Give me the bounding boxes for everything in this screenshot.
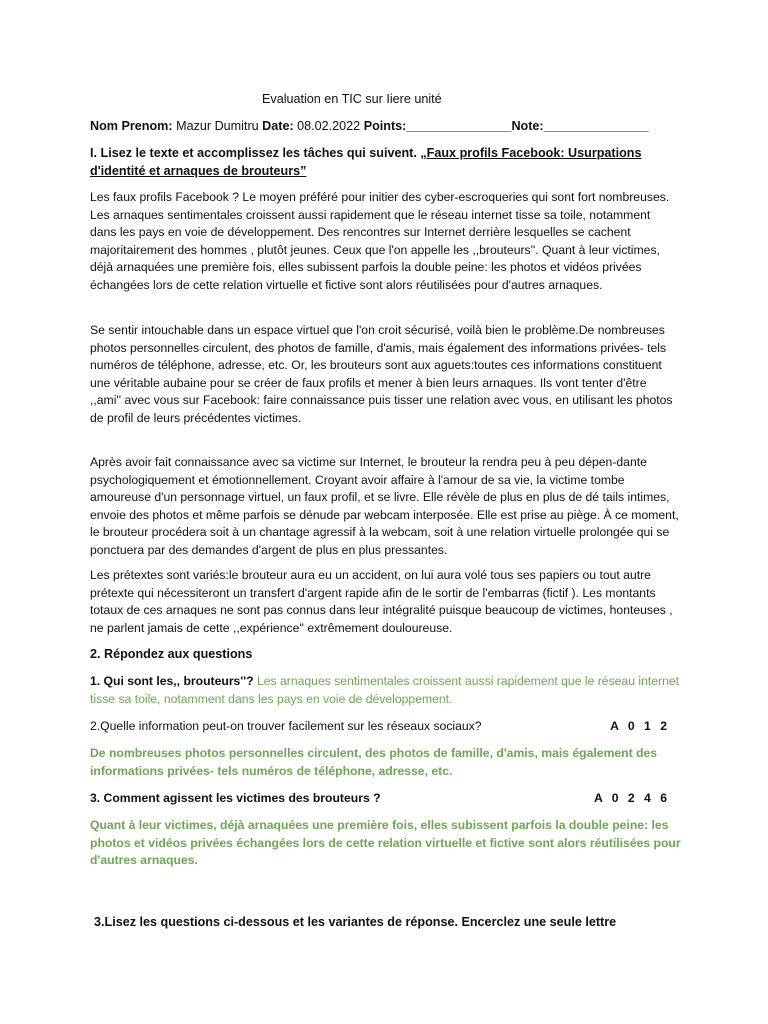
section-3-heading: 3.Lisez les questions ci-dessous et les variantes de réponse. Encerclez une seule lettre xyxy=(94,915,617,929)
name-value: Mazur Dumitru xyxy=(176,119,259,133)
answer-1-text: Les arnaques sentimentales croissent aussi rapidement que le réseau internet tisse sa toile, notamment dans les pays en voie de développement. xyxy=(90,674,680,706)
name-label: Nom Prenom: xyxy=(90,119,173,133)
question-1-text: 1. Qui sont les,, brouteurs''? xyxy=(90,674,257,688)
question-1 xyxy=(90,673,680,708)
answer-2-text: De nombreuses photos personnelles circulent, des photos de famille, d'amis, mais également des informations privées- tels numéros de téléphone, adresse, etc. xyxy=(90,746,658,778)
task-1-intro: I. Lisez le texte et accomplissez les tâches qui suivent. xyxy=(90,146,421,160)
question-3-text: 3. Comment agissent les victimes des brouteurs ? xyxy=(90,791,381,805)
article-paragraph-4: Les prétextes sont variés:le brouteur aura eu un accident, on lui aura volé tous ses papiers ou tout autre prétexte qui nécessiteront un transfert d'argent rapide afin de le sortir de l'embarras (fictif ). Les montants totaux de ces arnaques ne sont pas connus dans leur intégralité puisque beaucoup de victimes, honteuses , ne parlent jamais de cette ,,expérience'' extrêmement douloureuse. xyxy=(90,568,673,635)
note-label: Note: xyxy=(511,119,544,133)
date-label: Date: xyxy=(262,119,294,133)
answer-3-text: Quant à leur victimes, déjà arnaquées une première fois, elles subissent parfois la double peine: les photos et vidéos privées échangées lors de cette relation virtuelle et fictive sont alors réutilisées pour d'autres arnaques. xyxy=(90,818,681,867)
student-info-line xyxy=(90,118,690,136)
question-2-text: 2.Quelle information peut-on trouver facilement sur les réseaux sociaux? xyxy=(90,719,482,733)
section-2-heading: 2. Répondez aux questions xyxy=(90,647,253,661)
points-blank: _______________ xyxy=(406,119,512,133)
question-2 xyxy=(90,718,670,736)
article-title: „Faux profils Facebook: Usurpations d'identité et arnaques de brouteurs” xyxy=(90,146,642,178)
article-paragraph-3: Après avoir fait connaissance avec sa victime sur Internet, le brouteur la rendra peu à peu dépen-dante psychologiquement et émotionnellement. Croyant avoir affaire à l'amour de sa vie, la victime tombe amoureuse d'un personnage virtuel, un faux profil, et se livre. Elle révèle de plus en plus de dé tails intimes, envoie des photos et même parfois se dénude par webcam interposée. Elle est prise au piège. À ce moment, le brouteur procédera soit à un chantage agressif à la webcam, soit à une relation virtuelle prolongée qui se ponctuera par des demandes d'argent de plus en plus pressantes. xyxy=(90,455,679,557)
article-paragraph-2: Se sentir intouchable dans un espace virtuel que l'on croit sécurisé, voilà bien le problème.De nombreuses photos personnelles circulent, des photos de famille, d'amis, mais également des informations privées- tels numéros de téléphone, adresse, etc. Or, les brouteurs sont aux aguets:toutes ces informations constituent une véritable aubaine pour se créer de faux profils et mener à bien leurs arnaques. Ils vont tenter d'être ,,ami'' avec vous sur Facebook: faire connaissance puis tisser une relation avec vous, en utilisant les photos de profil de leurs précédentes victimes. xyxy=(90,323,673,425)
task-1-instruction xyxy=(90,145,680,180)
question-2-code: A 0 1 2 xyxy=(610,719,670,733)
note-blank: _______________ xyxy=(543,119,649,133)
question-3 xyxy=(90,790,670,808)
points-label: Points: xyxy=(363,119,407,133)
question-3-code: A 0 2 4 6 xyxy=(593,791,670,805)
document-title: Evaluation en TIC sur Iiere unité xyxy=(262,92,442,106)
article-paragraph-1: Les faux profils Facebook ? Le moyen préféré pour initier des cyber-escroqueries qui sont fort nombreuses. Les arnaques sentimentales croissent aussi rapidement que le réseau internet tisse sa toile, notamment dans les pays en voie de développement. Des rencontres sur Internet derrière lesquelles se cachent majoritairement des hommes , plutôt jeunes. Ceux que l'on appelle les ,,brouteurs''. Quant à leur victimes, déjà arnaquées une première fois, elles subissent parfois la double peine: les photos et vidéos privées échangées lors de cette relation virtuelle et fictive sont alors réutilisées pour d'autres arnaques. xyxy=(90,190,670,292)
date-value: 08.02.2022 xyxy=(297,119,361,133)
